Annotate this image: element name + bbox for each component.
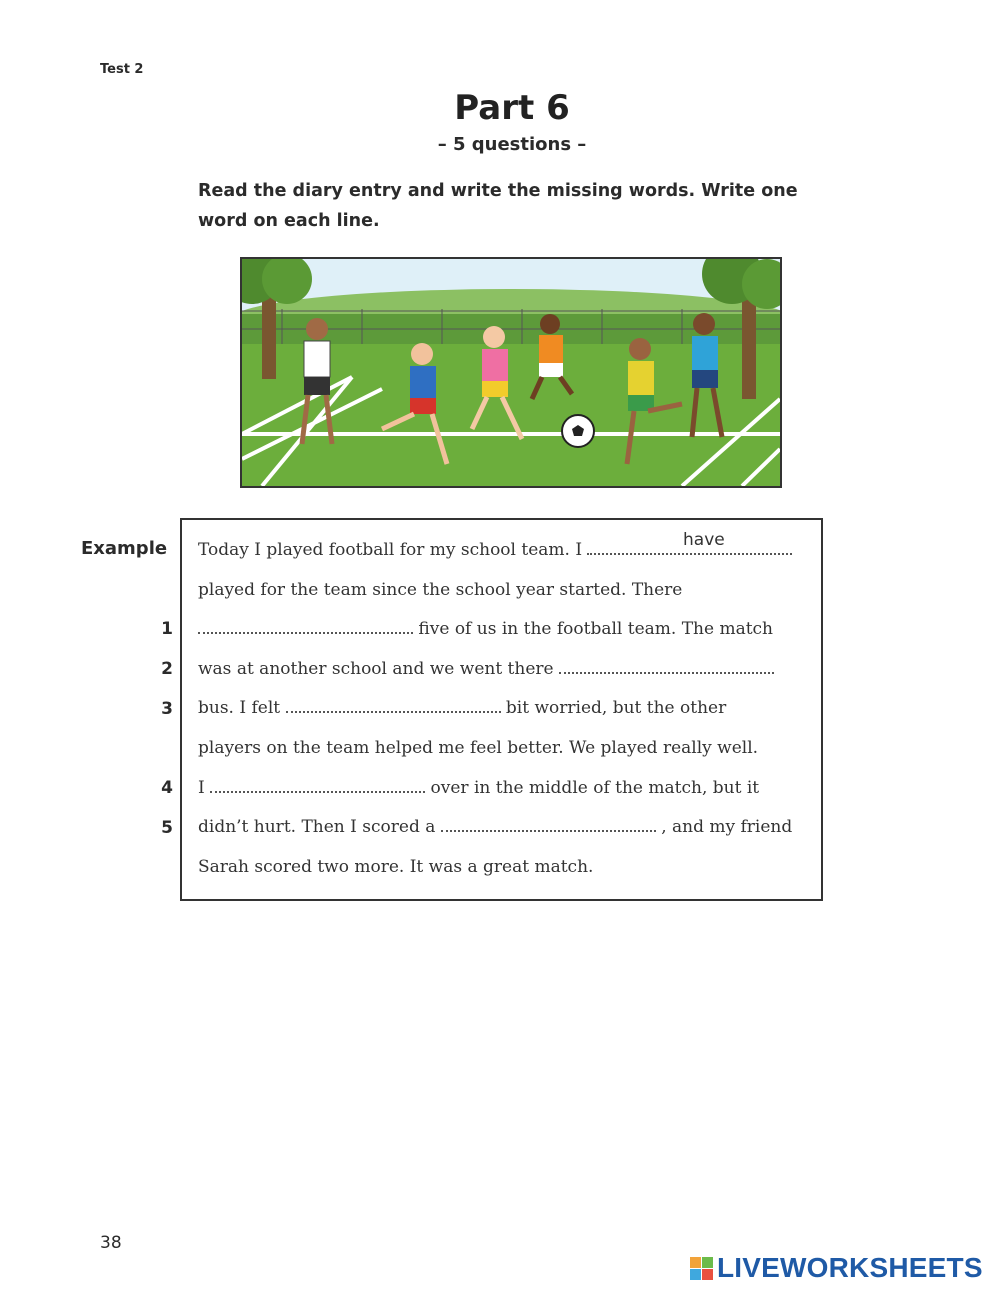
question-number: 3 bbox=[161, 699, 173, 719]
diary-line-2: played for the team since the school year started. There bbox=[198, 580, 683, 600]
brand-logo bbox=[690, 1252, 983, 1284]
diary-line-5 bbox=[198, 696, 726, 720]
answer-blank-5[interactable] bbox=[441, 816, 656, 832]
diary-text: bit worried, but the other bbox=[505, 698, 727, 718]
page-subtitle: – 5 questions – bbox=[437, 134, 587, 155]
diary-text: , and my friend bbox=[661, 817, 793, 837]
question-number: 5 bbox=[161, 818, 173, 838]
question-number: 2 bbox=[161, 659, 173, 679]
diary-text: Today I played football for my school team. I bbox=[198, 540, 583, 560]
diary-line-8 bbox=[198, 815, 792, 839]
diary-line-9: Sarah scored two more. It was a great match. bbox=[198, 857, 594, 877]
diary-line-4 bbox=[198, 657, 774, 681]
diary-text: five of us in the football team. The match bbox=[418, 619, 774, 639]
football-scene-illustration bbox=[240, 257, 782, 488]
test-label: Test 2 bbox=[100, 62, 144, 77]
diary-text: I bbox=[198, 778, 205, 798]
brand-name: LIVEWORKSHEETS bbox=[717, 1252, 983, 1283]
football-scene-icon bbox=[242, 259, 780, 486]
diary-line-7 bbox=[198, 776, 759, 800]
example-label: Example bbox=[81, 538, 168, 559]
example-answer: have bbox=[683, 530, 725, 550]
diary-text: didn’t hurt. Then I scored a bbox=[198, 817, 436, 837]
diary-text: bus. I felt bbox=[198, 698, 281, 718]
question-number: 4 bbox=[161, 778, 173, 798]
page-number: 38 bbox=[100, 1233, 122, 1253]
page-title: Part 6 bbox=[454, 88, 570, 128]
instructions: Read the diary entry and write the missing words. Write one word on each line. bbox=[198, 181, 798, 231]
diary-line-6: players on the team helped me feel better. We played really well. bbox=[198, 738, 759, 758]
answer-blank-1[interactable] bbox=[198, 618, 413, 634]
answer-blank-2[interactable] bbox=[559, 658, 774, 674]
question-number: 1 bbox=[161, 619, 173, 639]
diary-line-3 bbox=[198, 617, 773, 641]
diary-text: was at another school and we went there bbox=[198, 659, 554, 679]
answer-blank-3[interactable] bbox=[286, 697, 501, 713]
liveworksheets-logo-icon bbox=[690, 1257, 713, 1280]
answer-blank-4[interactable] bbox=[210, 777, 425, 793]
diary-text: over in the middle of the match, but it bbox=[430, 778, 760, 798]
